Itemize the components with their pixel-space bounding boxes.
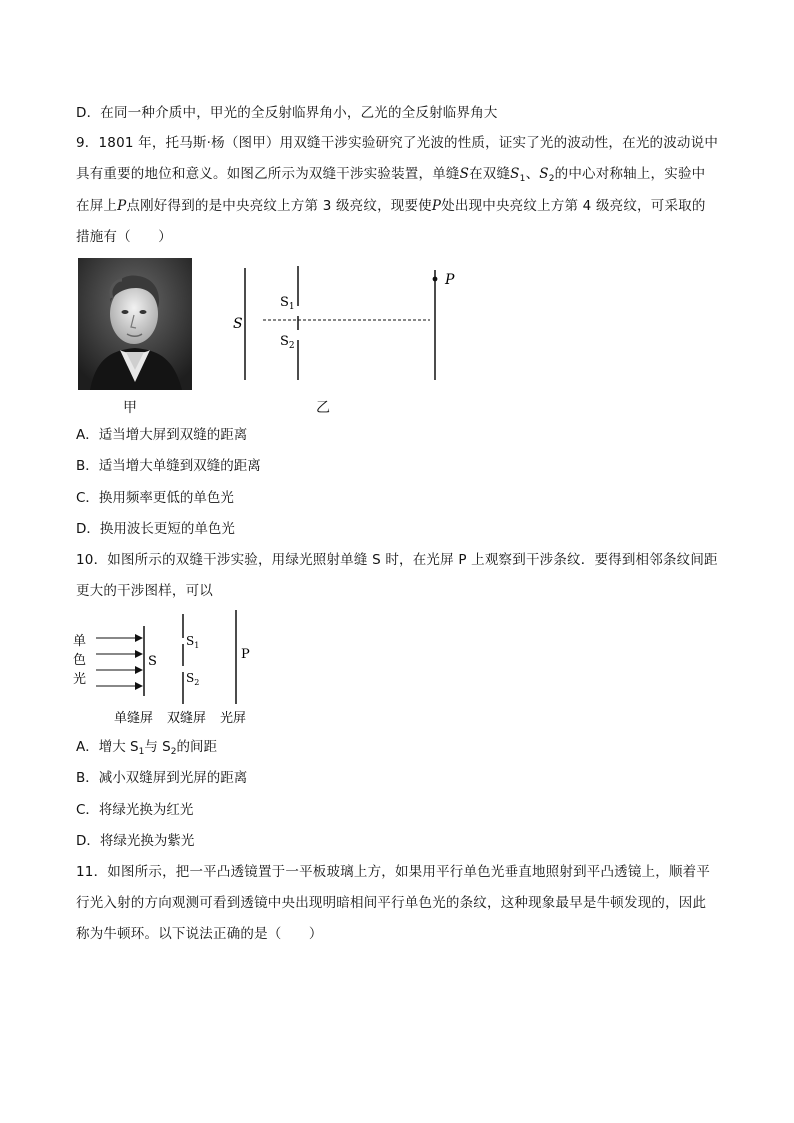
label-s2-q10: $S_2$ bbox=[186, 671, 200, 687]
q9-stem-line-2: 具有重要的地位和意义。如图乙所示为双缝干涉实验装置，单缝S在双缝$S_1$、$S_2$的中心对称轴上，实验中 bbox=[76, 166, 706, 184]
q9-option-d: D．换用波长更短的单色光 bbox=[76, 521, 235, 537]
q9-option-c: C．换用频率更低的单色光 bbox=[76, 490, 234, 506]
q10-option-a: A．增大 $S_1$与 $S_2$的间距 bbox=[76, 739, 217, 757]
label-p: P bbox=[445, 272, 455, 288]
label-light-3: 光 bbox=[73, 672, 87, 687]
portrait-drawing bbox=[78, 258, 192, 390]
q9-stem-line-4: 措施有（ ） bbox=[76, 229, 172, 245]
thomas-young-portrait-image bbox=[78, 258, 192, 390]
point-p-dot bbox=[433, 277, 438, 282]
double-slit-diagram-q10 bbox=[68, 608, 268, 730]
q9-stem-line-1: 9．1801 年，托马斯·杨（图甲）用双缝干涉实验研究了光波的性质，证实了光的波动性，在光的波动说中 bbox=[76, 135, 719, 151]
caption-screen: 光屏 bbox=[220, 711, 247, 726]
q10-option-c: C．将绿光换为红光 bbox=[76, 802, 194, 818]
label-s1-q10: $S_1$ bbox=[186, 634, 200, 650]
label-s2: $S_2$ bbox=[280, 334, 295, 351]
label-light-1: 单 bbox=[73, 634, 87, 649]
figure-yi-caption: 乙 bbox=[316, 400, 330, 416]
q9-option-b: B．适当增大单缝到双缝的距离 bbox=[76, 458, 261, 474]
label-s-q10: S bbox=[148, 654, 157, 669]
double-slit-diagram-yi bbox=[225, 258, 475, 383]
q10-stem-line-2: 更大的干涉图样，可以 bbox=[76, 583, 213, 599]
q11-stem-line-1: 11．如图所示，把一平凸透镜置于一平板玻璃上方，如果用平行单色光垂直地照射到平凸透镜上，顺着平 bbox=[76, 864, 711, 880]
q10-option-d: D．将绿光换为紫光 bbox=[76, 833, 195, 849]
q10-option-b: B．减小双缝屏到光屏的距离 bbox=[76, 770, 248, 786]
label-p-q10: P bbox=[241, 647, 250, 662]
q11-stem-line-3: 称为牛顿环。以下说法正确的是（ ） bbox=[76, 926, 323, 942]
caption-single-slit: 单缝屏 bbox=[114, 711, 154, 726]
q9-stem-line-3: 在屏上P点刚好得到的是中央亮纹上方第 3 级亮纹，现要使P处出现中央亮纹上方第 4 级亮纹，可采取的 bbox=[76, 198, 706, 214]
q10-stem-line-1: 10．如图所示的双缝干涉实验，用绿光照射单缝 S 时，在光屏 P 上观察到干涉条纹．要得到相邻条纹间距 bbox=[76, 552, 718, 568]
label-light-2: 色 bbox=[73, 653, 87, 668]
q8-option-d: D．在同一种介质中，甲光的全反射临界角小，乙光的全反射临界角大 bbox=[76, 105, 498, 121]
q9-option-a: A．适当增大屏到双缝的距离 bbox=[76, 427, 248, 443]
label-s: S bbox=[233, 316, 243, 332]
caption-double-slit: 双缝屏 bbox=[167, 711, 207, 726]
figure-jia-caption: 甲 bbox=[123, 400, 137, 416]
label-s1: $S_1$ bbox=[280, 295, 295, 312]
q11-stem-line-2: 行光入射的方向观测可看到透镜中央出现明暗相间平行单色光的条纹，这种现象最早是牛顿发现的，因此 bbox=[76, 895, 707, 911]
